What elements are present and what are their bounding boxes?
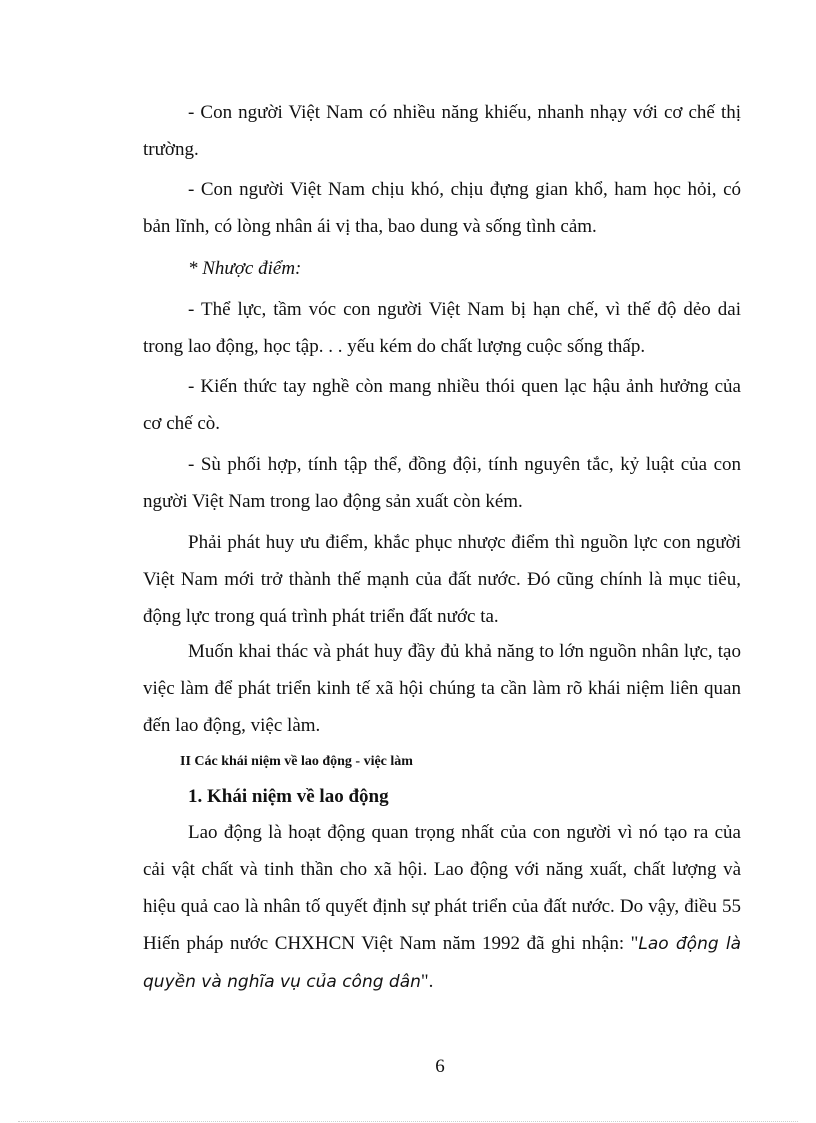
paragraph-text: Phải phát huy ưu điểm, khắc phục nhược điểm thì nguồn lực con người Việt Nam mới trở thành thế mạnh của đất nước. Đó cũng chính là mục tiêu, động lực trong quá trình phát triển đất nước ta. xyxy=(143,532,741,627)
page-number: 6 xyxy=(435,1056,445,1077)
paragraph-weakness-1 xyxy=(143,291,741,365)
paragraph-introduction xyxy=(143,633,741,744)
paragraph-text: * Nhược điểm: xyxy=(188,258,302,279)
paragraph-text: Muốn khai thác và phát huy đầy đủ khả năng to lớn nguồn nhân lực, tạo việc làm để phát triển kinh tế xã hội chúng ta cần làm rõ khái niệm liên quan đến lao động, việc làm. xyxy=(143,641,741,736)
paragraph-text: - Con người Việt Nam chịu khó, chịu đựng gian khổ, ham học hỏi, có bản lĩnh, có lòng nhân ái vị tha, bao dung và sống tình cảm. xyxy=(143,179,741,237)
paragraph-text: - Con người Việt Nam có nhiều năng khiếu, nhanh nhạy với cơ chế thị trường. xyxy=(143,102,741,160)
paragraph-weakness-2 xyxy=(143,368,741,442)
paragraph-text: - Thể lực, tầm vóc con người Việt Nam bị hạn chế, vì thế độ dẻo dai trong lao động, học tập. . . yếu kém do chất lượng cuộc sống thấp. xyxy=(143,299,741,357)
constitution-quote: Lao động là quyền và nghĩa vụ của công dân xyxy=(143,934,741,992)
paragraph-labor-definition xyxy=(143,814,741,1001)
paragraph-strengths-2 xyxy=(143,171,741,245)
paragraph-weakness-3 xyxy=(143,446,741,520)
paragraph-text: - Sù phối hợp, tính tập thể, đồng đội, tính nguyên tắc, kỷ luật của con người Việt Nam trong lao động sản xuất còn kém. xyxy=(143,454,741,512)
paragraph-conclusion xyxy=(143,524,741,635)
paragraph-text: - Kiến thức tay nghề còn mang nhiều thói quen lạc hậu ảnh hưởng của cơ chế cò. xyxy=(143,376,741,434)
page-bottom-divider xyxy=(18,1121,798,1122)
sub-heading: 1. Khái niệm về lao động xyxy=(188,786,389,807)
section-heading: II Các khái niệm về lao động - việc làm xyxy=(180,754,413,769)
paragraph-weaknesses-heading xyxy=(143,250,741,287)
paragraph-text: Lao động là hoạt động quan trọng nhất của con người vì nó tạo ra của cải vật chất và tinh thần cho xã hội. Lao động với năng xuất, chất lượng và hiệu quả cao là nhân tố quyết định sự phát triển của đất nước. Do vậy, điều 55 Hiến pháp nước CHXHCN Việt Nam năm 1992 đã ghi nhận: " xyxy=(143,822,741,954)
quote-close: ". xyxy=(420,971,434,992)
paragraph-strengths-1 xyxy=(143,94,741,168)
